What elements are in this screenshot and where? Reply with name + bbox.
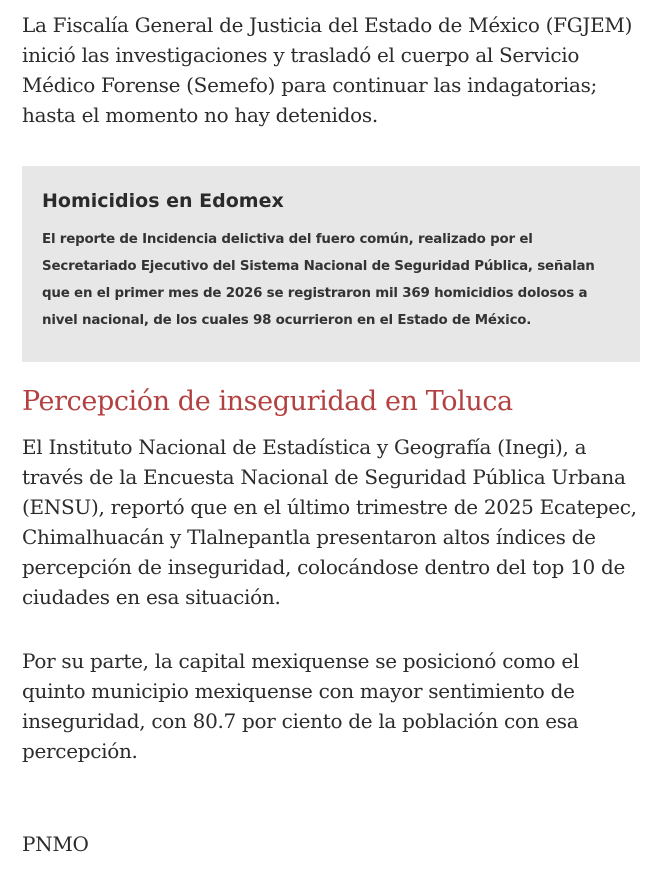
- article-paragraph: Por su parte, la capital mexiquense se posicionó como el quinto municipio mexiquense con mayor sentimiento de inseguridad, con 80.7 por ciento de la población con esa percepción.: [22, 649, 579, 763]
- infobox-title: Homicidios en Edomex: [42, 190, 284, 212]
- article-paragraph: El Instituto Nacional de Estadística y Geografía (Inegi), a través de la Encuesta Nacional de Seguridad Pública Urbana (ENSU), reportó que en el último trimestre de 2025 Ecatepec, Chimalhuacán y Tlalnepantla presentaron altos índices de percepción de inseguridad, colocándose dentro del top 10 de ciudades en esa situación.: [22, 435, 637, 609]
- author-signature: PNMO: [22, 832, 89, 856]
- infobox-text: El reporte de Incidencia delictiva del fuero común, realizado por el Secretariado Ejecutivo del Sistema Nacional de Seguridad Pública, señalan que en el primer mes de 2026 se registraron mil 369 homicidios dolosos a nivel nacional, de los cuales 98 ocurrieron en el Estado de México.: [42, 232, 595, 328]
- section-heading: Percepción de inseguridad en Toluca: [22, 386, 513, 417]
- article-paragraph: La Fiscalía General de Justicia del Estado de México (FGJEM) inició las investigaciones y trasladó el cuerpo al Servicio Médico Forense (Semefo) para continuar las indagatorias; hasta el momento no hay detenidos.: [22, 13, 633, 127]
- infobox: [22, 166, 640, 362]
